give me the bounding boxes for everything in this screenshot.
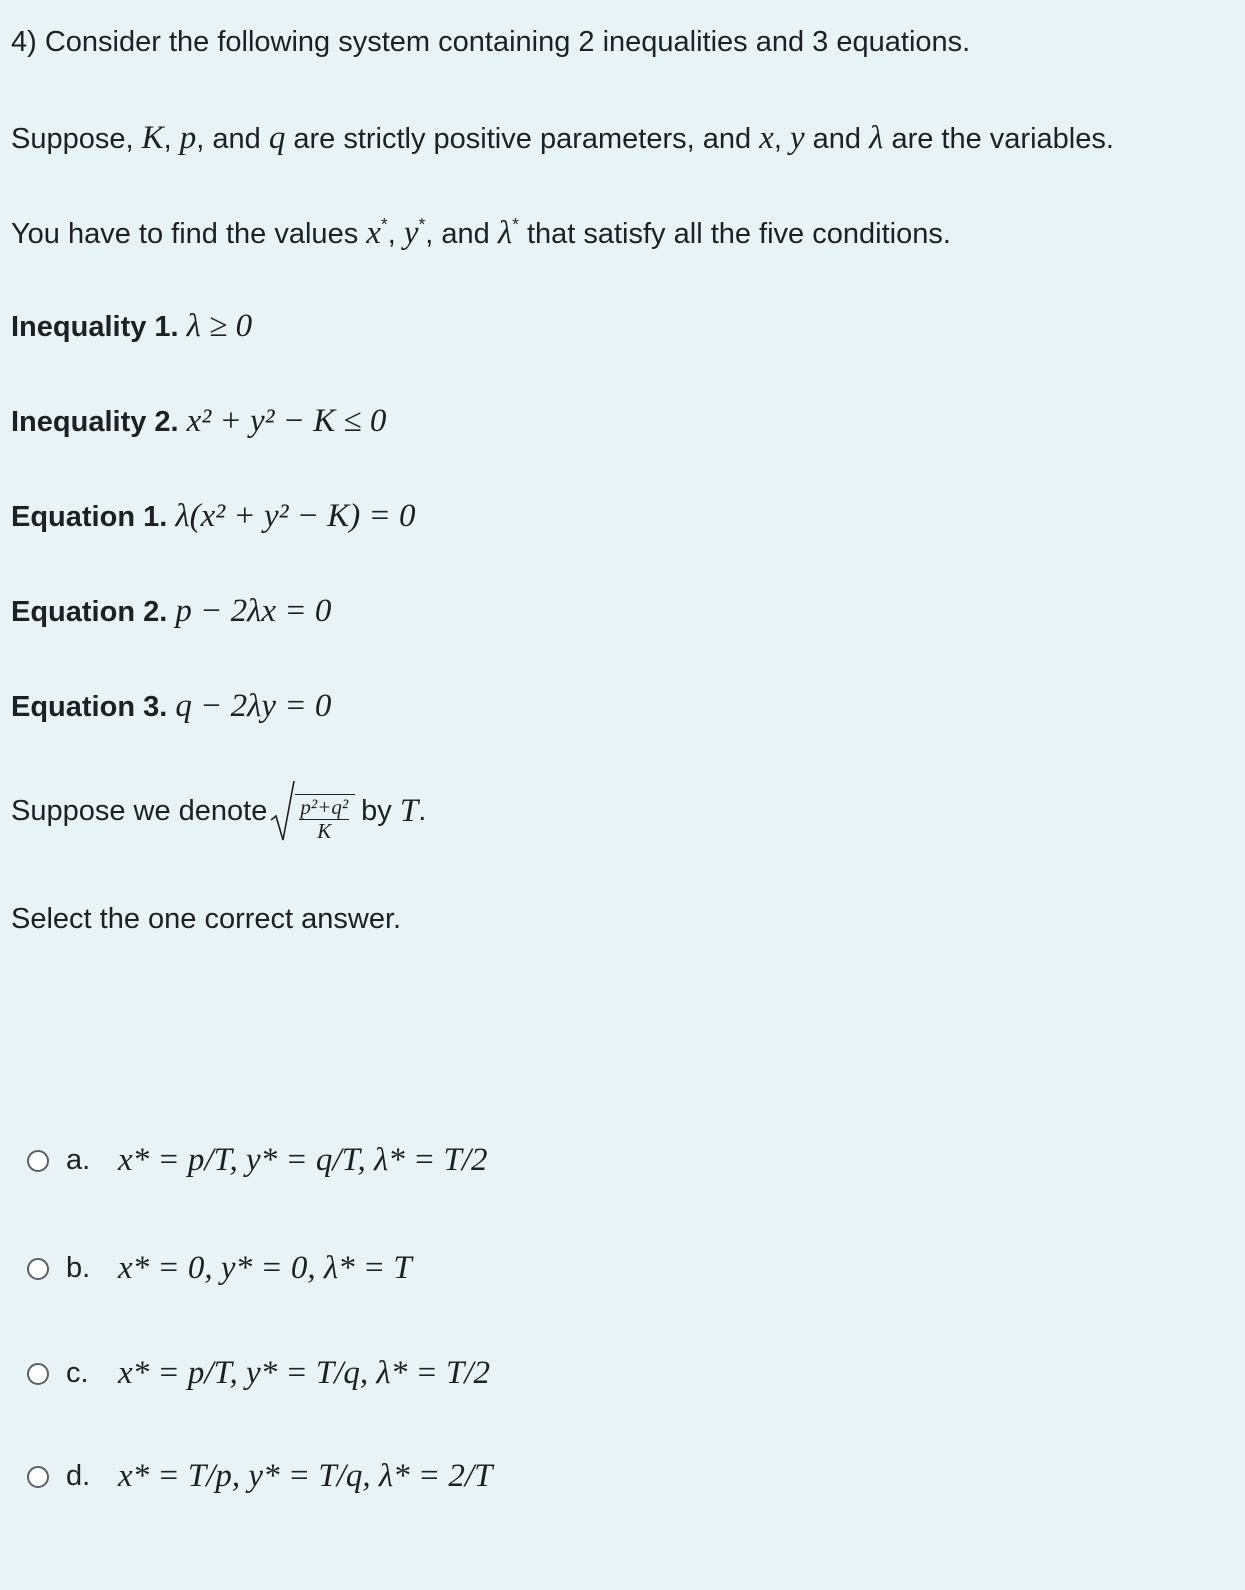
radio-button[interactable] [27,1466,49,1488]
radio-button[interactable] [27,1150,49,1172]
params-line: Suppose, K, p, and q are strictly positive parameters, and x, y and λ are the variables. [11,120,1114,156]
instruction-text: Select the one correct answer. [11,903,402,935]
option-expression: x* = p/T, y* = T/q, λ* = T/2 [118,1355,491,1391]
square-root [269,780,355,842]
radical-sign-icon [269,780,295,842]
answer-option-b[interactable]: b. x* = 0, y* = 0, λ* = T [27,1250,412,1287]
answer-option-c[interactable]: c. x* = p/T, y* = T/q, λ* = T/2 [27,1355,490,1392]
condition-inequality-2: Inequality 2. x² + y² − K ≤ 0 [11,403,387,439]
condition-equation-2: Equation 2. p − 2λx = 0 [11,593,332,629]
option-expression: x* = 0, y* = 0, λ* = T [118,1250,412,1286]
radio-button[interactable] [27,1258,49,1280]
answer-option-a[interactable]: a. x* = p/T, y* = q/T, λ* = T/2 [27,1142,488,1179]
condition-equation-3: Equation 3. q − 2λy = 0 [11,688,332,724]
denote-line: Suppose we denote $\frac{\text{p²+q²}}{K}$ by T . [11,780,426,842]
condition-inequality-1: Inequality 1. λ ≥ 0 [11,308,253,344]
option-expression: x* = p/T, y* = q/T, λ* = T/2 [118,1142,488,1178]
radicand-fraction: $\frac{\text{p²+q²}}{K}$ [300,795,349,843]
radio-button[interactable] [27,1363,49,1385]
condition-equation-1: Equation 1. λ(x² + y² − K) = 0 [11,498,416,534]
find-line: You have to find the values x*, y*, and λ* that satisfy all the five conditions. [11,213,951,251]
answer-option-d[interactable]: d. x* = T/p, y* = T/q, λ* = 2/T [27,1458,492,1495]
question-title: 4) Consider the following system containing 2 inequalities and 3 equations. [11,26,971,58]
option-expression: x* = T/p, y* = T/q, λ* = 2/T [118,1458,493,1494]
